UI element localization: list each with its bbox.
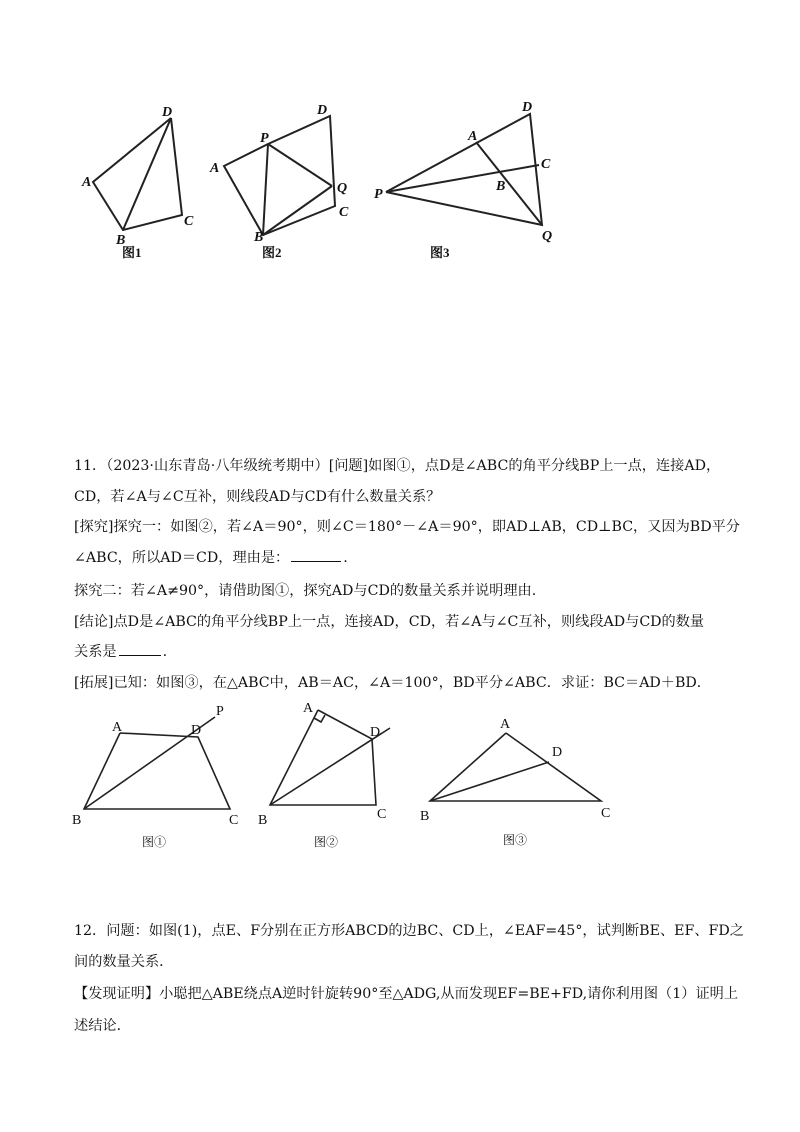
q11-line-4-end: . [343, 550, 348, 566]
label-P: P [216, 704, 224, 719]
q11-line-6: [结论]点D是∠ABC的角平分线BP上一点，连接AD，CD，若∠A与∠C互补，则线段AD与CD的数量 [74, 614, 705, 630]
q11-line-1: 11．（2023·山东青岛·八年级统考期中）[问题]如图①，点D是∠ABC的角平分线BP上一点，连接AD， [74, 458, 721, 474]
q11-line-7-end: . [162, 644, 168, 660]
mid-figure-1-svg [70, 700, 250, 850]
q11-line-3: [探究]探究一：如图②，若∠A＝90°，则∠C＝180°－∠A＝90°，即AD⊥AB，CD⊥BC，又因为BD平分 [74, 519, 740, 535]
figure-caption: 图③ [503, 833, 528, 847]
label-D: D [317, 103, 328, 118]
label-B: B [72, 813, 82, 828]
q11-line-4 [74, 548, 348, 568]
label-C: C [377, 807, 387, 822]
label-C: C [229, 813, 239, 828]
label-B: B [420, 809, 430, 824]
top-figure-1-svg [70, 90, 210, 265]
label-A: A [303, 701, 314, 716]
label-C: C [184, 214, 194, 229]
q11-line-2: CD，若∠A与∠C互补，则线段AD与CD有什么数量关系？ [74, 489, 441, 505]
q11-line-7-text: 关系是 [74, 644, 117, 660]
top-figure-2-svg [200, 90, 370, 265]
answer-blank [119, 643, 161, 656]
label-Q: Q [337, 181, 348, 196]
label-A: A [210, 161, 220, 176]
label-D: D [522, 100, 533, 115]
figure-caption: 图2 [262, 245, 282, 260]
label-P: P [260, 131, 269, 146]
q11-line-7 [74, 642, 167, 662]
label-D: D [191, 723, 202, 738]
figure-caption: 图① [142, 835, 167, 849]
label-P: P [374, 187, 383, 202]
top-figure-3-svg [370, 90, 580, 265]
mid-figure-1 [70, 700, 250, 854]
label-B: B [116, 233, 126, 248]
label-B: B [258, 813, 268, 828]
mid-figure-2 [250, 700, 420, 854]
label-A: A [82, 175, 92, 190]
figure-caption: 图3 [430, 245, 450, 260]
q12-line-1: 12．问题：如图(1)，点E、F分别在正方形ABCD的边BC、CD上，∠EAF=45°，试判断BE、EF、FD之 [74, 923, 744, 939]
label-Q: Q [542, 229, 553, 244]
label-A: A [112, 720, 123, 735]
q11-line-4-text: ∠ABC，所以AD＝CD，理由是： [74, 550, 290, 566]
label-D: D [552, 745, 563, 760]
top-figure-2 [200, 90, 370, 269]
q12-line-3: 【发现证明】小聪把△ABE绕点A逆时针旋转90°至△ADG,从而发现EF=BE+FD,请你利用图（1）证明上 [74, 986, 739, 1002]
figure-caption: 图1 [122, 245, 142, 260]
label-D: D [162, 105, 173, 120]
label-A: A [468, 129, 478, 144]
top-figure-3 [370, 90, 580, 269]
label-C: C [541, 157, 551, 172]
label-A: A [500, 717, 511, 732]
q11-line-8: [拓展]已知：如图③，在△ABC中，AB＝AC，∠A＝100°，BD平分∠ABC．求证：BC＝AD＋BD． [74, 675, 711, 691]
q12-line-2: 间的数量关系． [74, 954, 174, 970]
top-figure-1 [70, 90, 210, 269]
mid-figure-3 [415, 700, 615, 854]
mid-figure-2-svg [250, 700, 420, 850]
figure-caption: 图② [314, 835, 339, 849]
mid-figure-3-svg [415, 700, 615, 850]
q12-line-4: 述结论． [74, 1018, 131, 1034]
label-D: D [370, 725, 381, 740]
label-C: C [339, 205, 349, 220]
q11-line-5: 探究二：若∠A≠90°，请借助图①，探究AD与CD的数量关系并说明理由. [74, 583, 537, 599]
label-C: C [601, 806, 611, 821]
label-B: B [496, 179, 506, 194]
answer-blank [291, 549, 341, 562]
label-B: B [254, 230, 264, 245]
